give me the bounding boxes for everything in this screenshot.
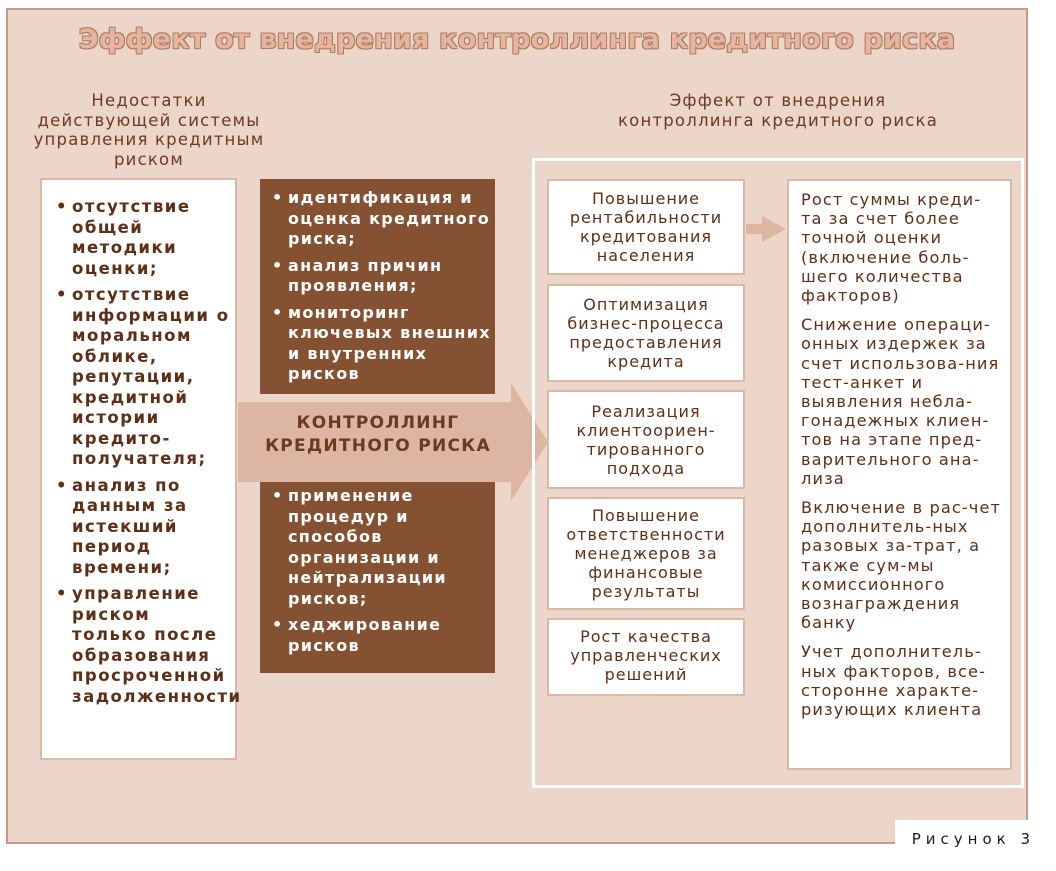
controlling-label [243,412,513,458]
heading-line: Недостатки [91,91,207,110]
controlling-item: • анализ причин проявления; [266,256,491,297]
diagram-title: Эффект от внедрения контроллинга кредитного риска [78,24,956,55]
heading-line: контроллинга кредитного риска [617,110,939,130]
result-item: Включение в рас-чет дополнитель-ных разовых за-трат, а также сум-мы комиссионного вознаграждения банку [801,498,1002,633]
heading-line: риском [114,149,184,169]
effect-box [547,284,745,382]
effect-box [547,179,745,275]
shortcoming-item: • отсутствие общей методики оценки; [50,197,231,279]
figure-caption: Рисунок 3 [895,820,1045,858]
effect-text: Повышение рентабильности кредитования населения [569,189,723,265]
effect-box [547,390,745,489]
result-item: Рост суммы креди-та за счет более точной оценки (включение боль-шего количества факторов) [801,190,982,306]
shortcoming-item: • анализ по данным за истекший период времени; [50,476,231,579]
results-box [787,179,1012,770]
effect-text: Рост качества управленческих решений [570,627,722,684]
controlling-item: • мониторинг ключевых внешних и внутренних рисков [266,303,491,385]
controlling-label-line: КОНТРОЛЛИНГ [296,413,460,433]
effect-box [547,497,745,610]
effect-text: Реализация клиентоориен-тированного подхода [576,401,716,478]
heading-line: действующей системы [37,110,261,130]
effect-text: Повышение ответственности менеджеров за финансовые результаты [566,506,726,601]
controlling-label-line: КРЕДИТНОГО РИСКА [265,436,491,456]
controlling-item: • хеджирование рисков [266,615,491,656]
effect-box [547,618,745,696]
shortcoming-item: • отсутствие информации о моральном облике, репутации, кредитной истории кредито-получателя; [50,285,231,470]
controlling-item: • идентификация и оценка кредитного риска; [266,188,491,250]
heading-line: Эффект от внедрения [669,91,887,110]
result-item: Учет дополнитель-ных факторов, все-сторонне характе-ризующих клиента [801,642,987,720]
shortcoming-item: • управление риском только после образования просроченной задолженности [50,584,231,707]
result-item: Снижение операци-онных издержек за счет использова-ния тест-анкет и выявления небла-гонадежных клиен-тов на этапе пред-варительного ана-лиза [801,315,1000,488]
controlling-item: • применение процедур и способов организации и нейтрализации рисков; [266,486,491,609]
effect-text: Оптимизация бизнес-процесса предоставления кредита [567,295,725,371]
heading-line: управления кредитным [33,130,265,149]
